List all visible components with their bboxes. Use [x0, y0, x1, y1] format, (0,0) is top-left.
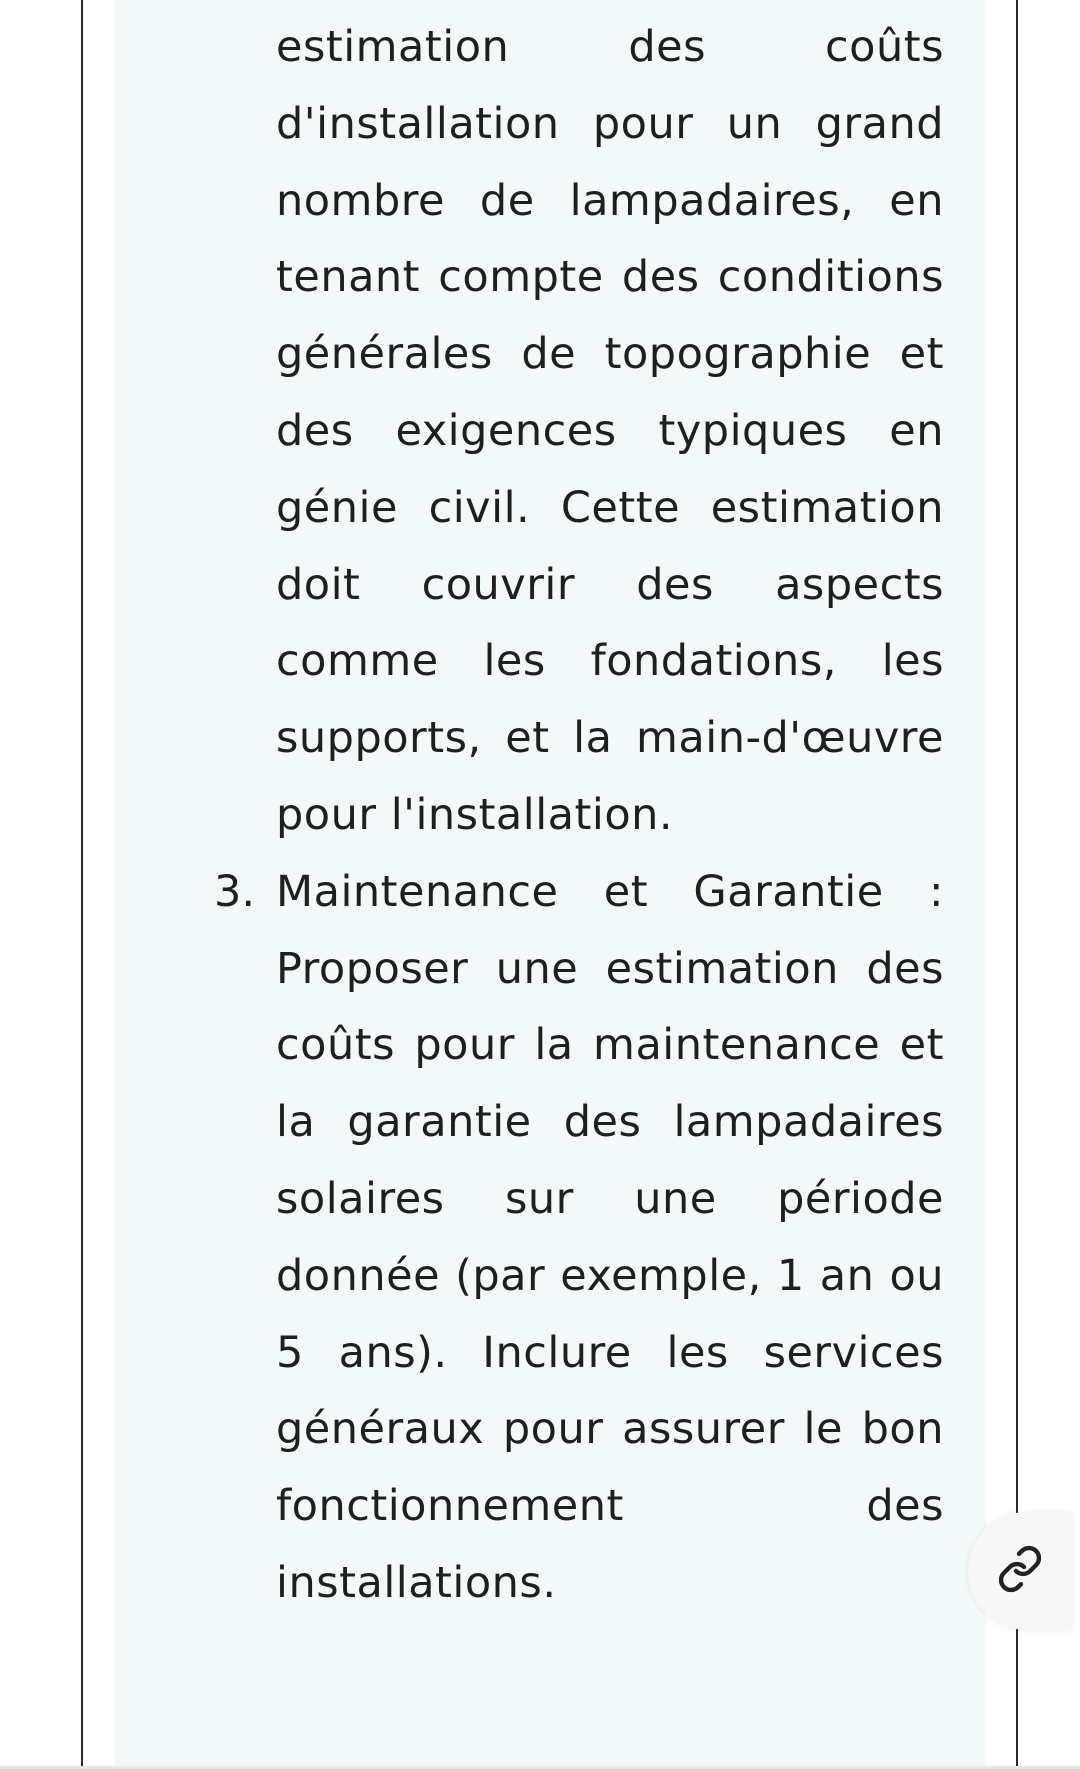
list-item-3-text: Maintenance et Garantie : Proposer une estimation des coûts pour la maintenance et la garantie des lampadaires solaires sur une période donnée (par exemple, 1 an ou 5 ans). Inclure les services généraux pour assurer le bon fonctionnement des installations. — [276, 866, 944, 1608]
list-item-2-continuation: estimation des coûts d'installation pour un grand nombre de lampadaires, en tenant compte des conditions générales de topographie et des exigences typiques en génie civil. Cette estimation doit couvrir des aspects comme les fondations, les supports, et la main-d'œuvre pour l'installation. — [276, 22, 944, 840]
link-icon — [996, 1545, 1044, 1597]
list-item-3 — [214, 854, 944, 1622]
message-content — [214, 0, 944, 1622]
list-marker: 3. — [214, 866, 256, 917]
